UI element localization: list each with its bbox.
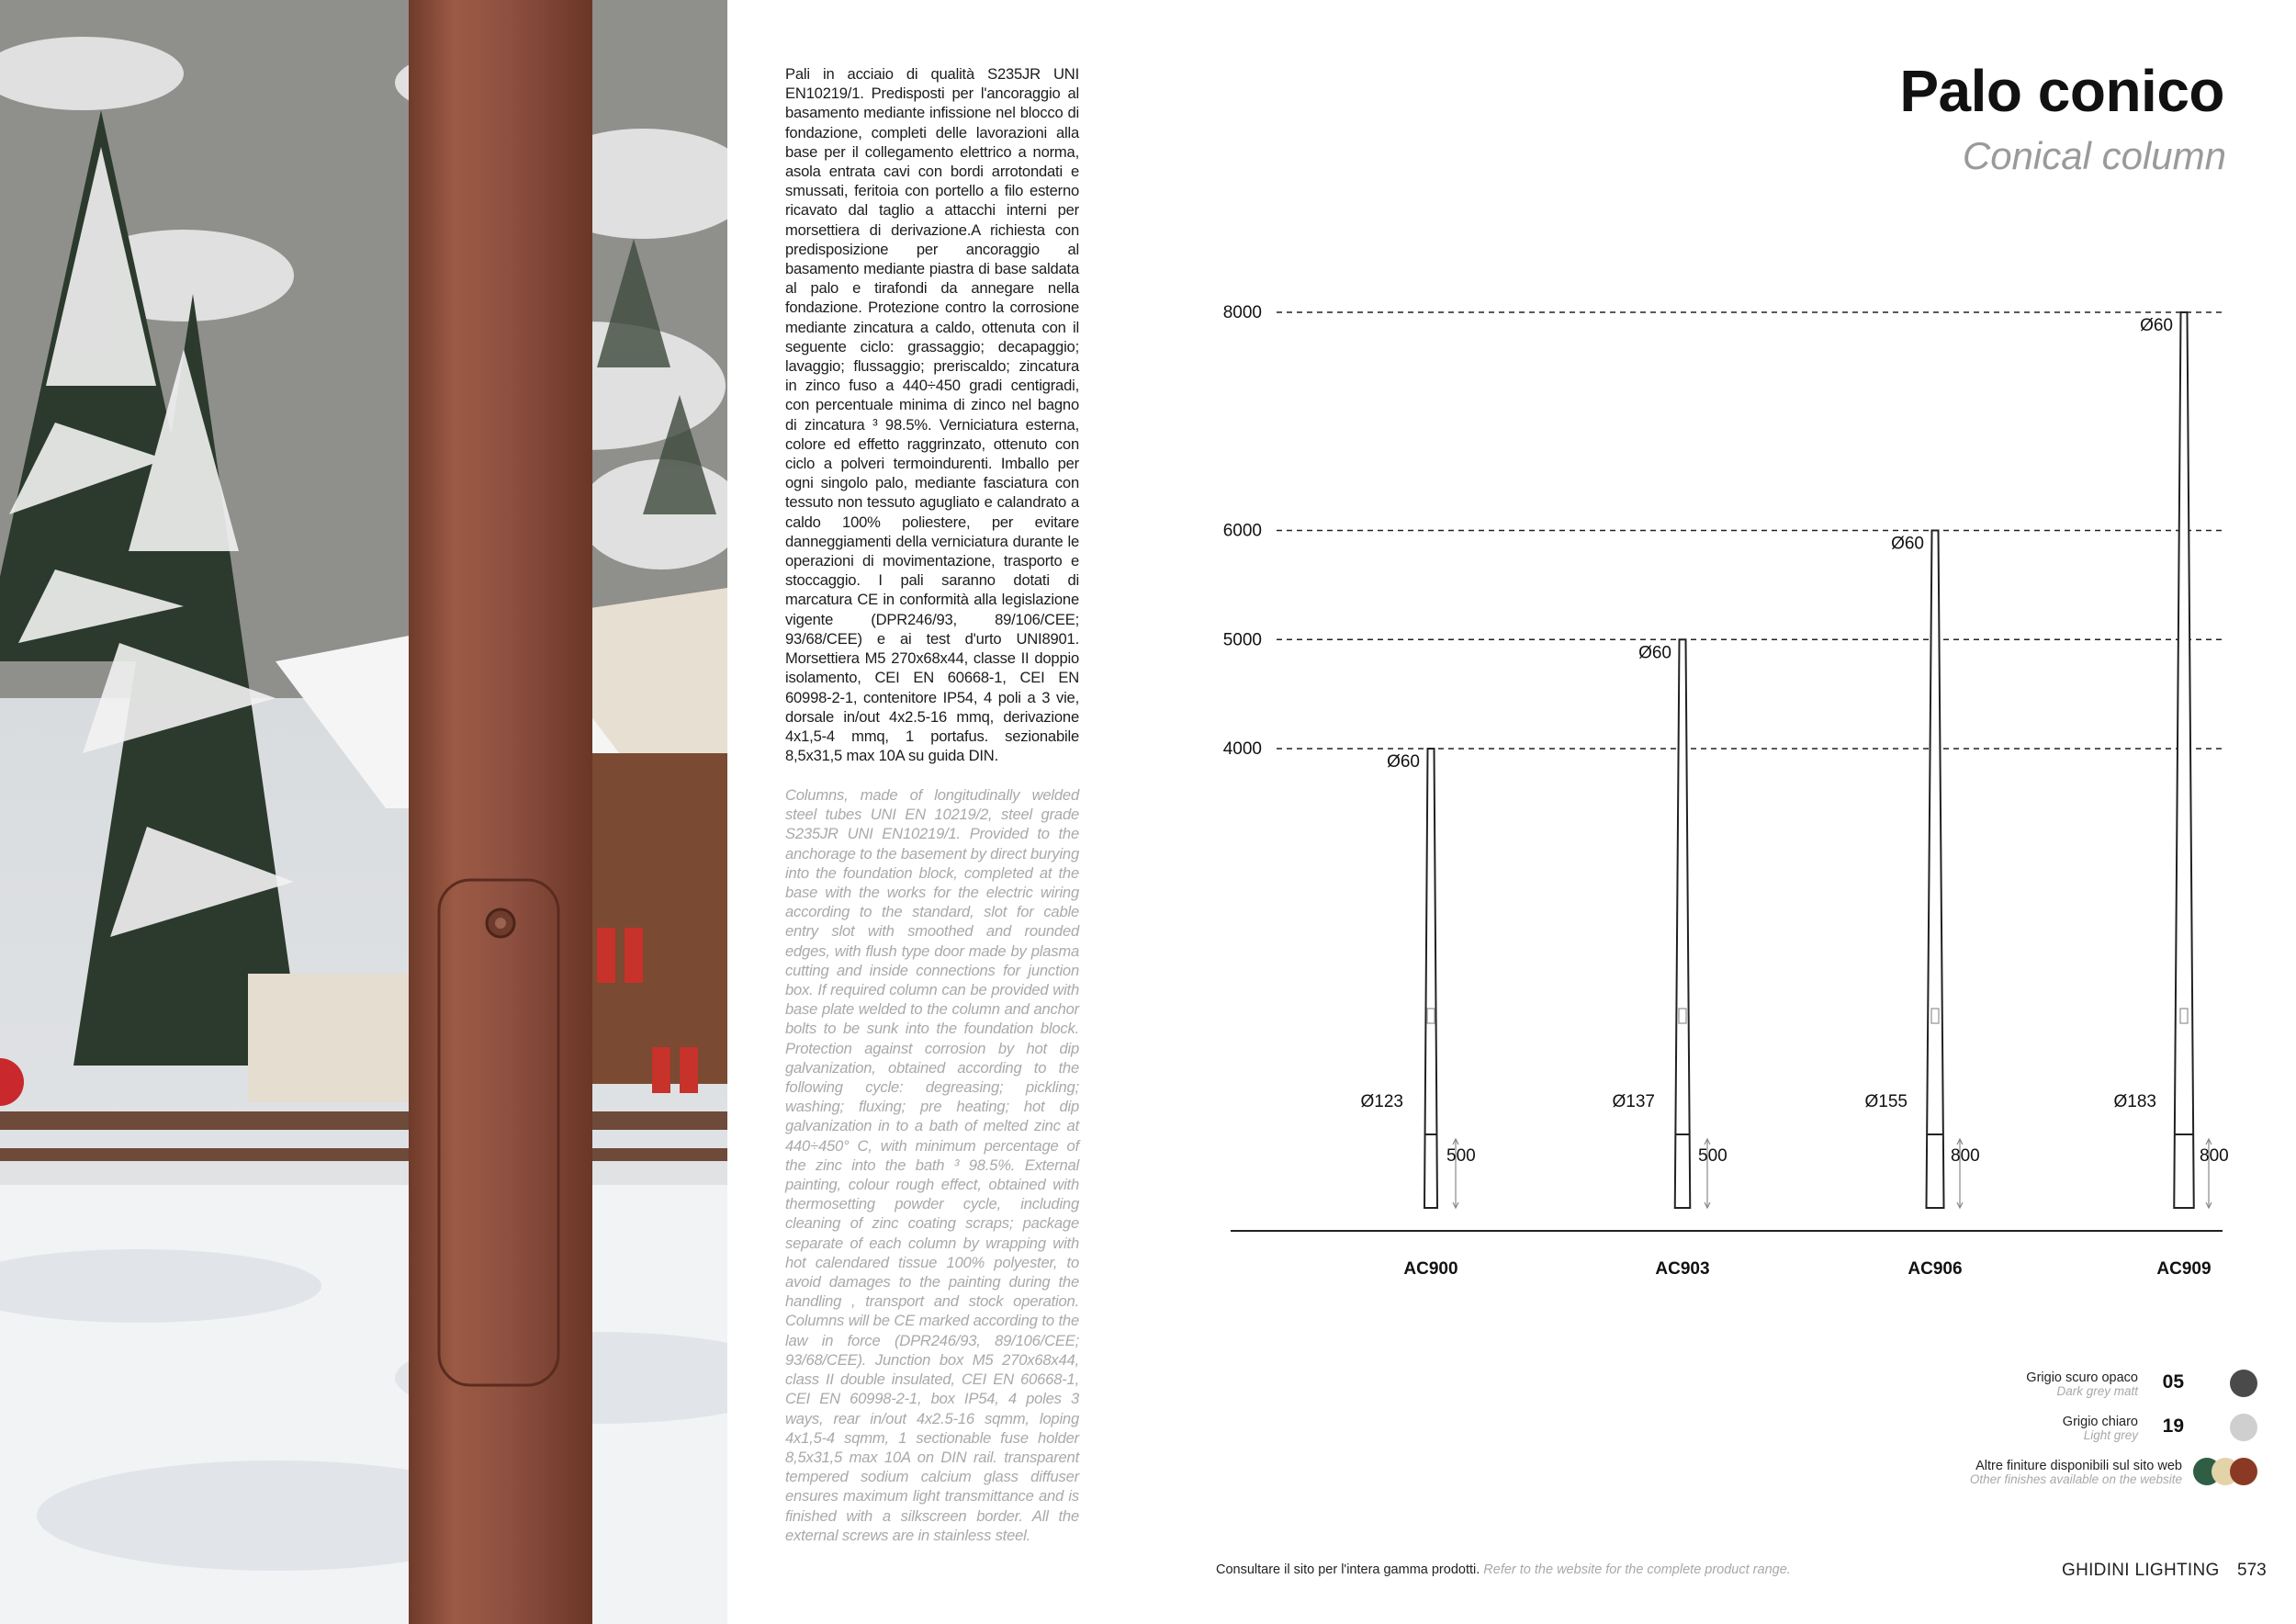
column-dimension-drawing xyxy=(1212,220,2232,1295)
column-code-label: AC906 xyxy=(1908,1259,1963,1279)
base-diameter-label: Ø123 xyxy=(1360,1092,1403,1111)
column-code-label: AC900 xyxy=(1403,1259,1458,1279)
page-subtitle: Conical column xyxy=(1962,134,2226,177)
column-outline xyxy=(2174,312,2194,1208)
top-diameter-label: Ø60 xyxy=(1891,534,1924,554)
column-outline xyxy=(1424,749,1437,1208)
finish-sublabel: Other finishes available on the website xyxy=(1969,1472,2182,1486)
column-outline xyxy=(1675,639,1691,1208)
height-level-label: 6000 xyxy=(1222,521,1262,541)
base-diameter-label: Ø155 xyxy=(1864,1092,1908,1111)
page-number: 573 xyxy=(2237,1561,2267,1580)
buried-depth-label: 500 xyxy=(1446,1146,1476,1166)
finish-label: Altre finiture disponibili sul sito web xyxy=(1975,1459,2182,1473)
description-english: Columns, made of longitudinally welded steel tubes UNI EN 10219/2, steel grade S235JR UNI EN10219/1. Provided to the anchorage to the basement by direct burying into the foundation block, completed at the base with the works for the electric wiring according to the standard, slot for cable entry slot with smoothed and rounded edges, with flush type door made by plasma cutting and inside connections for junction box. If required column can be provided with base plate welded to the column and anchor bolts to be sunk into the foundation block. Protection against corrosion by hot dip galvanization, obtained according to the following cycle: degreasing; pickling; washing; fluxing; pre heating; hot dip galvanization in to a bath of melted zinc at 440÷450° C, with minimum percentage of the zinc into the bath ³ 98.5%. External painting, colour rough effect, obtained with thermosetting powder cycle, including cleaning of zinc coating scraps; package separate of each column by wrapping with hot calendared tissue 100% polyester, to avoid damages to the painting during the handling , transport and stock operation. Columns will be CE marked according to the law in force (DPR246/93, 89/106/CEE; 93/68/CEE). Junction box M5 270x68x44, class II double insulated, CEI EN 60668-1, CEI EN 60998-2-1, box IP54, 4 poles 3 ways, rear in/out 4x2.5-16 sqmm, loping 4x1,5-4 sqmm, 1 sectionable fuse holder 8,5x31,5 max 10A on DIN rail. transparent tempered sodium calcium glass diffuser ensures maximum light transmittance and is finished with a silkscreen border. All the external screws are in stainless steel. xyxy=(785,786,1079,1544)
top-diameter-label: Ø60 xyxy=(1387,752,1420,772)
finish-code: 19 xyxy=(2162,1415,2184,1437)
height-level-label: 4000 xyxy=(1222,739,1262,759)
finish-swatch xyxy=(2230,1414,2257,1441)
top-diameter-label: Ø60 xyxy=(1638,643,1671,663)
finish-label: Grigio scuro opaco xyxy=(2026,1370,2138,1385)
finish-row-light-grey xyxy=(1890,1414,2257,1447)
buried-depth-label: 500 xyxy=(1698,1146,1728,1166)
brand-name: GHIDINI LIGHTING xyxy=(2062,1561,2220,1580)
finish-sublabel: Dark grey matt xyxy=(2056,1384,2138,1398)
footer-note-english: Refer to the website for the complete product range. xyxy=(1483,1562,1791,1577)
column-outline xyxy=(1927,531,1944,1209)
footer-note-italian: Consultare il sito per l'intera gamma prodotti. xyxy=(1216,1562,1480,1577)
finish-row-dark-grey xyxy=(1890,1370,2257,1403)
base-diameter-label: Ø183 xyxy=(2113,1092,2156,1111)
buried-depth-label: 800 xyxy=(1951,1146,1980,1166)
column-code-label: AC909 xyxy=(2156,1259,2212,1279)
column-code-label: AC903 xyxy=(1655,1259,1710,1279)
finish-row-other xyxy=(1798,1458,2257,1491)
height-level-label: 5000 xyxy=(1222,630,1262,650)
page-title: Palo conico xyxy=(1899,58,2224,124)
footer-note xyxy=(1216,1562,1791,1577)
finish-label: Grigio chiaro xyxy=(2062,1415,2138,1429)
finish-swatch xyxy=(2230,1370,2257,1397)
product-photo xyxy=(0,0,727,1624)
description-italian: Pali in acciaio di qualità S235JR UNI EN10219/1. Predisposti per l'ancoraggio al basamento mediante infissione nel blocco di fondazione, completi delle lavorazioni alla base per il collegamento elettrico a norma, asola entrata cavi con bordi arrotondati e smussati, feritoia con portello a filo esterno ricavato dal taglio a attacchi interni per morsettiera di derivazione.A richiesta con predisposizione per ancoraggio al basamento mediante piastra di base saldata al palo e tirafondi da annegare nella fondazione. Protezione contro la corrosione mediante zincatura a caldo, ottenuta con il seguente ciclo: grassaggio; decapaggio; lavaggio; flussaggio; preriscaldo; zincatura in zinco fuso a 440÷450 gradi centigradi, con percentuale minima di zinco nel bagno di zincatura ³ 98.5%. Verniciatura esterna, colore ed effetto raggrinzato, ottenuto con ciclo a polveri termoindurenti. Imballo per ogni singolo palo, mediante fasciatura con tessuto non tessuto agugliato e calandrato a caldo 100% poliestere, per evitare danneggiamenti della verniciatura durante le operazioni di movimentazione, trasporto e stoccaggio. I pali saranno dotati di marcatura CE in conformità alla legislazione vigente (DPR246/93, 89/106/CEE; 93/68/CEE) e ai test d'urto UNI8901. Morsettiera M5 270x68x44, classe II doppio isolamento, CEI EN 60668-1, CEI EN 60998-2-1, contenitore IP54, 4 poli a 3 vie, dorsale in/out 4x2.5-16 mmq, derivazione 4x1,5-4 mmq, 1 portafus. sezionabile 8,5x31,5 max 10A su guida DIN. xyxy=(785,65,1079,765)
finish-swatch-brown xyxy=(2230,1458,2257,1485)
top-diameter-label: Ø60 xyxy=(2140,316,2173,335)
base-diameter-label: Ø137 xyxy=(1612,1092,1655,1111)
finish-sublabel: Light grey xyxy=(2083,1428,2138,1442)
height-level-label: 8000 xyxy=(1222,303,1262,322)
buried-depth-label: 800 xyxy=(2200,1146,2229,1166)
finish-code: 05 xyxy=(2162,1371,2184,1393)
